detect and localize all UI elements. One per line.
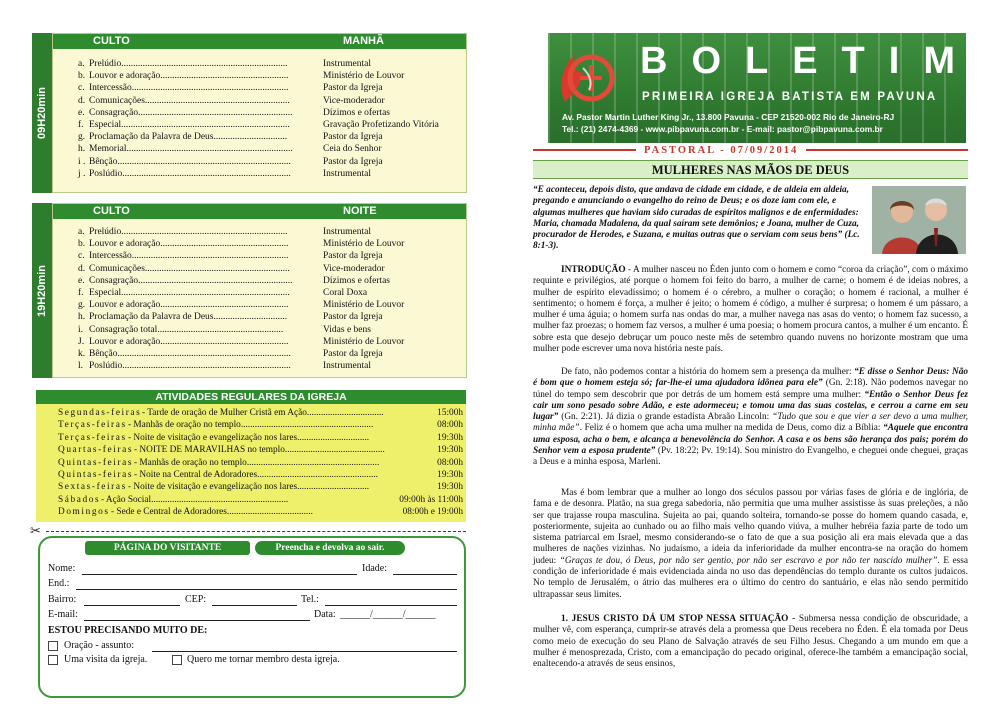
visit-checkbox[interactable] — [48, 655, 58, 665]
evening-header: CULTO NOITE — [53, 204, 466, 219]
item-letter: c. — [78, 251, 85, 262]
activity-desc: - Tarde de oração de Mulher Cristã em Ação................................. — [142, 408, 384, 418]
item-letter: a. — [78, 59, 85, 69]
p2-text-e: (Gn. 2:21). Já dizia o grande estadista Abraão Lincoln: — [558, 412, 773, 423]
activity-desc: - Sede e Central de Adoradores..................................... — [111, 507, 313, 518]
pastoral-paragraph-4 — [533, 614, 968, 670]
item-name: Bênção......................................................................... — [89, 348, 291, 359]
item-name: Louvor e adoração...................................................... — [89, 239, 289, 250]
intro-text: - A mulher nasceu no Éden junto com o homem e como “coroa da criação”, com o máximo requinte e privilégios, até porque o homem foi feito do barro, a mulher de carne; o homem é de ideias nobres, a mulher de espírito elevadíssimo; o homem é o cérebro, a mulher o coração; o homem é racional, a mulher é sentimento; o homem é força, a mulher é jeito; o homem é código, a mulher é surpresa; o homem é um pássaro, a mulher é uma águia; o homem surfa nas ondas do mar, a mulher navega nas asas do vento; o homem faz sucesso, a mulher faz proezas; o homem faz versos, a mulher é uma poesia; o homem procura cantos, a mulher é um encanto. É sobre esta que desejo debruçar um pouco neste mês de setembro quando nuvens no horizonte mostram que uma mulher pode escrever uma nova história neste país. — [533, 265, 968, 355]
activities-title: ATIVIDADES REGULARES DA IGREJA — [36, 390, 466, 404]
need-heading: ESTOU PRECISANDO MUITO DE: — [48, 625, 208, 636]
item-letter: k. — [78, 348, 86, 359]
evening-item — [53, 250, 466, 262]
item-letter: i. — [78, 324, 84, 335]
flame-globe-logo — [553, 44, 619, 110]
activity-row — [58, 482, 463, 494]
p3-text-c: . E essa condição de inferioridade é mais evidenciada ainda no uso das dependências do templo durante os cultos judaicos. No templo de Jerusalém, o átrio das mulheres era o último do centro do santuário, e elas não sendo permitido ultrapassar seus limites. — [533, 555, 969, 600]
item-name: Intercessão.................................................................. — [89, 251, 289, 262]
activity-day: Sextas-feiras — [58, 482, 127, 493]
evening-item — [53, 299, 466, 311]
evening-item — [53, 226, 466, 238]
activity-row — [58, 470, 463, 482]
p3-text-a: Mas é bom lembrar que a mulher ao longo dos séculos passou por várias fases de glória e de inglória, de fama e de desonra. Platão, na sua grega sabedoria, não permitia que uma mulher assistisse às suas preleções, a não ser que trajasse roupa masculina. Sujeita ao pai, quando solteira, tornando-se posse do homem quando casada, e, posteriormente, sujeita ao cunhado ou ao filho mais velho quando viúva, a mulher hebréia fazia parte de todo um sistema patriarcal em Israel, mesmo considerando-se o fato de que a sua posição ali era mais elevada que a das mulheres de nações vizinhas. No judaísmo, a ideia da inferioridade da mulher encontra-se na oração do homem judeu: — [533, 488, 968, 566]
item-letter: b. — [78, 71, 86, 82]
item-letter: J. — [78, 336, 85, 347]
p2-text-a: De fato, não podemos contar a história do homem sem a presença da mulher: — [561, 367, 855, 377]
activity-time: 09:00h às 11:00h — [399, 494, 463, 505]
p2-quote-lincoln: “Tudo que sou e que vier a ser devo a uma mulher, minha mãe” — [533, 412, 968, 434]
evening-side-label: 19H20min — [32, 203, 52, 378]
evening-item — [53, 324, 466, 336]
morning-program — [52, 33, 467, 193]
item-letter: e. — [78, 275, 85, 286]
item-name: Proclamação da Palavra de Deus............................... — [89, 312, 288, 323]
item-responsible: Pastor da Igreja — [323, 251, 383, 262]
activity-row — [58, 408, 463, 420]
activity-day: Terças-feiras — [58, 432, 127, 443]
age-label: Idade: — [362, 563, 387, 574]
activity-time: 15:00h — [437, 408, 463, 418]
activity-desc: - Noite de visitação e evangelização nos lares............................... — [128, 482, 370, 493]
pastoral-paragraph-2 — [533, 367, 968, 469]
p2-text-g: . Feliz é o homem que acha uma mulher na medida de Deus, como diz a Bíblia: — [579, 423, 884, 434]
item-responsible: Pastor da Igreja — [323, 156, 383, 167]
item-name: Especial....................................................................... — [89, 119, 290, 130]
activity-desc: - NOITE DE MARAVILHAS no templo........................................... — [134, 445, 385, 456]
pastoral-quote: “E aconteceu, depois disto, que andava de cidade em cidade, e de aldeia em aldeia, pregando e anunciando o evangelho do reino de Deus; e os doze iam com ele, e algumas mulheres que haviam sido curadas de espíritos malignos e de enfermidades: Maria, chamada Madalena, da qual saíram sete demônios; e Joana, mulher de Cuza, procurador de Herodes, e Suzana, e muitas outras que o serviam com seus bens” (Lc. 8:1-3). — [533, 185, 860, 252]
item-letter: c. — [78, 83, 85, 94]
activity-row — [58, 445, 463, 457]
phone-label: Tel.: — [301, 594, 319, 605]
prayer-checkbox[interactable] — [48, 641, 58, 651]
item-name: Poslúdio....................................................................... — [89, 361, 291, 372]
morning-item — [53, 119, 466, 131]
item-letter: b. — [78, 239, 86, 250]
item-responsible: Ministério de Louvor — [323, 239, 405, 250]
item-responsible: Coral Doxa — [323, 287, 368, 298]
item-letter: j . — [78, 168, 86, 179]
item-responsible: Pastor da Igreja — [323, 132, 383, 143]
activity-time: 19:30h — [437, 470, 463, 480]
activity-time: 19:30h — [437, 482, 463, 493]
email-field[interactable] — [84, 611, 310, 621]
morning-item — [53, 131, 466, 143]
morning-header: CULTO MANHÃ — [53, 34, 466, 49]
item-responsible: Ministério de Louvor — [323, 300, 405, 311]
item-responsible: Dízimos e ofertas — [323, 107, 391, 118]
morning-item — [53, 168, 466, 180]
morning-item — [53, 95, 466, 107]
header-address: Av. Pastor Martin Luther King Jr., 13.800 Pavuna - CEP 21520-002 Rio de Janeiro-RJ — [562, 112, 895, 122]
item-letter: g. — [78, 132, 86, 143]
item-responsible: Pastor da Igreja — [323, 348, 383, 359]
prayer-label: Oração - assunto: — [64, 640, 134, 651]
name-label: Nome: — [48, 563, 76, 574]
p2-quote-proverbs: “Aquele que encontra uma esposa, acha o bem, e alcança a benevolência do Senhor. A casa e os bens são herança dos pais; porém do Senhor vem a esposa prudente” — [533, 423, 968, 457]
cut-line — [46, 531, 466, 532]
activities-box — [36, 404, 466, 522]
item-responsible: Vice-moderador — [323, 95, 385, 106]
p4-heading: 1. JESUS CRISTO DÁ UM STOP NESSA SITUAÇÃO - — [561, 614, 796, 624]
item-letter: i . — [78, 156, 86, 167]
scissors-icon: ✂ — [30, 523, 41, 538]
evening-item — [53, 238, 466, 250]
item-name: Louvor e adoração...................................................... — [89, 336, 289, 347]
header-subtitle: PRIMEIRA IGREJA BATISTA EM PAVUNA — [642, 91, 938, 103]
morning-item — [53, 107, 466, 119]
item-name: Consagração total..................................................... — [89, 324, 284, 335]
item-name: Poslúdio....................................................................... — [89, 168, 291, 179]
item-responsible: Pastor da Igreja — [323, 312, 383, 323]
evening-item — [53, 336, 466, 348]
pastoral-kicker: PASTORAL - 07/09/2014 — [636, 145, 806, 156]
morning-item — [53, 58, 466, 70]
header-contact: Tel.: (21) 2474-4369 - www.pibpavuna.com.br - E-mail: pastor@pibpavuna.com.br — [562, 124, 883, 134]
item-responsible: Dízimos e ofertas — [323, 275, 391, 286]
item-name: Consagração................................................................. — [89, 107, 293, 118]
item-responsible: Vice-moderador — [323, 263, 385, 274]
item-name: Comunicações............................................................. — [89, 263, 290, 274]
activity-row — [58, 495, 463, 507]
name-field[interactable] — [82, 565, 357, 575]
evening-item — [53, 360, 466, 372]
p3-quote-prayer: “Graças te dou, ó Deus, por não ser gentio, por não ser escravo e por não ter nascido mulher” — [559, 555, 938, 566]
item-responsible: Instrumental — [323, 361, 372, 372]
activity-time: 08:00h — [437, 457, 463, 468]
activity-day: Terças-feiras — [58, 420, 127, 431]
evening-item — [53, 275, 466, 287]
p2-quote-genesis-18: “E disse o Senhor Deus: Não é bom que o homem esteja só; far-lhe-ei uma ajudadora idônea para ele” — [533, 367, 968, 389]
item-responsible: Instrumental — [323, 168, 372, 179]
activity-time: 08:00h — [437, 420, 463, 431]
item-name: Intercessão.................................................................. — [89, 83, 289, 94]
item-responsible: Ministério de Louvor — [323, 71, 405, 82]
item-letter: g. — [78, 300, 86, 311]
activity-day: Sábados — [58, 494, 101, 505]
p2-text-c: (Gn. 2:18). Não podemos navegar no túnel do tempo sem descobrir que por detrás de um homem está sempre uma mulher: — [533, 378, 968, 400]
activity-row — [58, 458, 463, 470]
item-name: Especial....................................................................... — [89, 287, 290, 298]
item-letter: e. — [78, 107, 85, 118]
item-name: Prelúdio...................................................................... — [89, 227, 288, 237]
p2-quote-genesis-21: “Então o Senhor Deus fez cair um sono pesado sobre Adão, e este adormeceu; e tomou uma das suas costelas, e cerrou a carne em seu lugar” — [533, 389, 968, 423]
morning-item — [53, 70, 466, 82]
address-field[interactable] — [76, 580, 457, 590]
evening-item — [53, 311, 466, 323]
phone-field[interactable] — [325, 596, 457, 606]
evening-item — [53, 348, 466, 360]
p4-text: Submersa nessa condição de obscuridade, a mulher vê, com esperança, cumprir-se através dela a promessa que Deus recebera no Éden. É ela tomada por Deus como meio de execução do seu Plano de Salvação através de seu Filho Jesus. Chegando a um mundo em que a mulher é menosprezada, Cristo, com a emancipação do pecado original, oferece-lhe também a emancipação social, enaltecendo-a através de seus ensinos, — [533, 614, 968, 670]
activity-day: Domingos — [58, 507, 110, 518]
activity-day: Segundas-feiras — [58, 408, 142, 418]
cep-field[interactable] — [212, 596, 297, 606]
item-name: Louvor e adoração...................................................... — [89, 300, 289, 311]
activity-desc: - Ação Social........................................................... — [101, 494, 289, 505]
evening-item — [53, 263, 466, 275]
activity-row — [58, 420, 463, 432]
activity-desc: - Noite de visitação e evangelização nos lares............................... — [128, 432, 370, 443]
item-letter: h. — [78, 312, 86, 323]
item-responsible: Pastor da Igreja — [323, 83, 383, 94]
p2-text-i: (Pv. 18:22; Pv. 19:14). Sou ministro do Evangelho, e cheguei onde cheguei, graças a Deus e a minha esposa, Marleni. — [533, 446, 968, 468]
item-name: Memorial...................................................................... — [89, 144, 293, 155]
item-name: Bênção......................................................................... — [89, 156, 291, 167]
district-label: Bairro: — [48, 594, 77, 605]
item-letter: d. — [78, 263, 86, 274]
item-letter: f. — [78, 287, 84, 298]
item-name: Consagração................................................................. — [89, 275, 293, 286]
date-field[interactable]: ______/______/______ — [340, 609, 436, 620]
item-name: Comunicações............................................................. — [89, 95, 290, 106]
morning-side-label: 09H20min — [32, 33, 52, 193]
activity-desc: - Manhãs de oração no templo......................................................... — [128, 420, 374, 431]
activity-day: Quintas-feiras — [58, 457, 134, 468]
email-label: E-mail: — [48, 609, 78, 620]
date-label: Data: — [314, 609, 336, 620]
item-name: Proclamação da Palavra de Deus............................... — [89, 132, 288, 143]
item-name: Prelúdio...................................................................... — [89, 59, 288, 69]
item-responsible: Instrumental — [323, 59, 372, 69]
activity-day: Quintas-feiras — [58, 470, 134, 480]
evening-program — [52, 203, 467, 378]
visit-label: Uma visita da igreja. — [64, 654, 148, 665]
morning-item — [53, 156, 466, 168]
item-letter: f. — [78, 119, 84, 130]
item-responsible: Gravação Profetizando Vitória — [323, 119, 439, 130]
age-field[interactable] — [393, 565, 457, 575]
morning-item — [53, 82, 466, 94]
item-responsible: Ministério de Louvor — [323, 336, 405, 347]
activity-row — [58, 433, 463, 445]
item-responsible: Vidas e bens — [323, 324, 371, 335]
pastoral-intro — [533, 265, 968, 355]
item-name: Louvor e adoração...................................................... — [89, 71, 289, 82]
item-letter: h. — [78, 144, 86, 155]
address-label: End.: — [48, 578, 70, 589]
pastoral-paragraph-3 — [533, 488, 968, 601]
activity-desc: - Manhãs de oração no templo......................................................... — [134, 457, 380, 468]
district-field[interactable] — [84, 596, 180, 606]
member-label: Quero me tornar membro desta igreja. — [187, 654, 340, 665]
item-letter: l. — [78, 361, 84, 372]
header-title: BOLETIM — [640, 40, 979, 82]
evening-item — [53, 287, 466, 299]
item-letter: a. — [78, 227, 85, 237]
activity-time: 19:30h — [437, 445, 463, 456]
activity-row — [58, 507, 463, 519]
item-responsible: Instrumental — [323, 227, 372, 237]
item-letter: d. — [78, 95, 86, 106]
prayer-field[interactable] — [152, 642, 457, 652]
activity-time: 08:00h e 19:00h — [402, 507, 463, 518]
morning-item — [53, 143, 466, 155]
cep-label: CEP: — [185, 594, 207, 605]
activity-day: Quartas-feiras — [58, 445, 134, 456]
activity-desc: - Noite na Central de Adoradores.................................................... — [134, 470, 379, 480]
item-responsible: Ceia do Senhor — [323, 144, 382, 155]
visitor-title: PÁGINA DO VISITANTE — [85, 541, 250, 555]
intro-label: INTRODUÇÃO — [561, 265, 626, 275]
pastoral-title: MULHERES NAS MÃOS DE DEUS — [533, 160, 968, 179]
visitor-note: Preencha e devolva ao sair. — [255, 541, 405, 555]
activity-time: 19:30h — [437, 432, 463, 443]
author-photo — [872, 186, 966, 254]
member-checkbox[interactable] — [172, 655, 182, 665]
